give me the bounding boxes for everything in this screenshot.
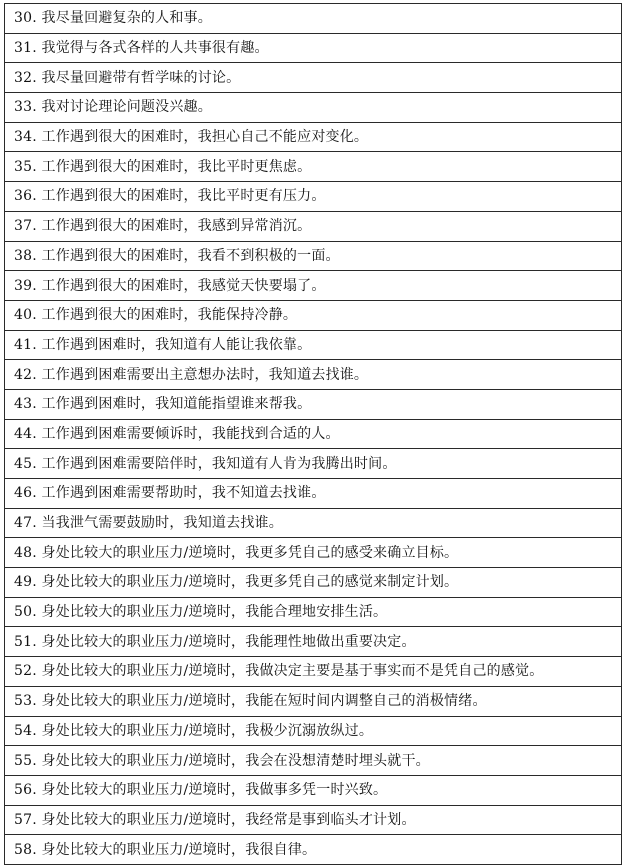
- table-row: [5, 686, 622, 716]
- item-number: 35.: [14, 158, 37, 175]
- item-number: 43.: [14, 396, 37, 413]
- item-text: 身处比较大的职业压力/逆境时，我更多凭自己的感觉来制定计划。: [41, 574, 459, 591]
- item-cell: [5, 4, 622, 34]
- table-row: [5, 597, 622, 627]
- item-text: 工作遇到很大的困难时，我感觉天快要塌了。: [41, 277, 326, 294]
- item-text: 身处比较大的职业压力/逆境时，我能理性地做出重要决定。: [41, 633, 416, 650]
- item-text: 工作遇到困难时，我知道有人能让我依靠。: [41, 336, 312, 353]
- item-number: 34.: [14, 129, 37, 146]
- item-text: 身处比较大的职业压力/逆境时，我很自律。: [41, 841, 317, 858]
- item-text: 我觉得与各式各样的人共事很有趣。: [41, 40, 269, 57]
- item-cell: [5, 449, 622, 479]
- item-number: 40.: [14, 307, 37, 324]
- item-cell: [5, 479, 622, 509]
- item-number: 36.: [14, 188, 37, 205]
- item-number: 55.: [14, 752, 37, 769]
- table-row: [5, 716, 622, 746]
- table-row: [5, 657, 622, 687]
- table-row: [5, 449, 622, 479]
- table-row: [5, 805, 622, 835]
- table-row: [5, 538, 622, 568]
- table-row: [5, 389, 622, 419]
- item-cell: [5, 419, 622, 449]
- table-row: [5, 63, 622, 93]
- item-cell: [5, 93, 622, 123]
- item-cell: [5, 568, 622, 598]
- item-text: 我尽量回避带有哲学味的讨论。: [41, 69, 241, 86]
- table-row: [5, 835, 622, 865]
- item-text: 身处比较大的职业压力/逆境时，我会在没想清楚时埋头就干。: [41, 752, 430, 769]
- item-cell: [5, 835, 622, 865]
- item-text: 工作遇到困难需要倾诉时，我能找到合适的人。: [41, 425, 340, 442]
- item-number: 39.: [14, 277, 37, 294]
- item-number: 56.: [14, 782, 37, 799]
- item-text: 我对讨论理论问题没兴趣。: [41, 99, 212, 116]
- item-cell: [5, 122, 622, 152]
- item-cell: [5, 241, 622, 271]
- item-cell: [5, 182, 622, 212]
- item-text: 身处比较大的职业压力/逆境时，我更多凭自己的感受来确立目标。: [41, 544, 459, 561]
- item-text: 工作遇到很大的困难时，我看不到积极的一面。: [41, 247, 340, 264]
- item-text: 身处比较大的职业压力/逆境时，我能合理地安排生活。: [41, 604, 388, 621]
- item-cell: [5, 63, 622, 93]
- item-cell: [5, 508, 622, 538]
- item-text: 身处比较大的职业压力/逆境时，我能在短时间内调整自己的消极情绪。: [41, 693, 487, 710]
- table-row: [5, 419, 622, 449]
- item-cell: [5, 716, 622, 746]
- item-number: 54.: [14, 722, 37, 739]
- item-number: 37.: [14, 218, 37, 235]
- item-text: 工作遇到很大的困难时，我担心自己不能应对变化。: [41, 129, 369, 146]
- item-cell: [5, 805, 622, 835]
- table-row: [5, 330, 622, 360]
- table-row: [5, 627, 622, 657]
- item-number: 53.: [14, 693, 37, 710]
- item-number: 49.: [14, 574, 37, 591]
- item-number: 30.: [14, 10, 37, 27]
- item-cell: [5, 627, 622, 657]
- item-number: 52.: [14, 663, 37, 680]
- item-text: 身处比较大的职业压力/逆境时，我做决定主要是基于事实而不是凭自己的感觉。: [41, 663, 544, 680]
- item-text: 身处比较大的职业压力/逆境时，我经常是事到临头才计划。: [41, 811, 416, 828]
- item-cell: [5, 746, 622, 776]
- table-row: [5, 182, 622, 212]
- item-cell: [5, 389, 622, 419]
- table-row: [5, 241, 622, 271]
- item-text: 工作遇到困难需要出主意想办法时，我知道去找谁。: [41, 366, 369, 383]
- item-text: 身处比较大的职业压力/逆境时，我极少沉溺放纵过。: [41, 722, 374, 739]
- item-text: 我尽量回避复杂的人和事。: [41, 10, 212, 27]
- item-text: 工作遇到很大的困难时，我比平时更焦虑。: [41, 158, 312, 175]
- table-row: [5, 152, 622, 182]
- item-cell: [5, 211, 622, 241]
- questionnaire-table: [4, 3, 622, 865]
- item-cell: [5, 657, 622, 687]
- item-text: 工作遇到困难时，我知道能指望谁来帮我。: [41, 396, 312, 413]
- item-number: 48.: [14, 544, 37, 561]
- item-text: 工作遇到很大的困难时，我感到异常消沉。: [41, 218, 312, 235]
- item-number: 31.: [14, 40, 37, 57]
- item-number: 38.: [14, 247, 37, 264]
- item-number: 47.: [14, 515, 37, 532]
- item-cell: [5, 775, 622, 805]
- table-row: [5, 4, 622, 34]
- item-cell: [5, 538, 622, 568]
- table-row: [5, 568, 622, 598]
- table-row: [5, 122, 622, 152]
- item-number: 33.: [14, 99, 37, 116]
- item-cell: [5, 597, 622, 627]
- table-row: [5, 33, 622, 63]
- item-text: 当我泄气需要鼓励时，我知道去找谁。: [41, 515, 283, 532]
- table-row: [5, 479, 622, 509]
- item-cell: [5, 33, 622, 63]
- table-row: [5, 211, 622, 241]
- item-cell: [5, 300, 622, 330]
- table-row: [5, 300, 622, 330]
- item-text: 工作遇到很大的困难时，我能保持冷静。: [41, 307, 298, 324]
- table-row: [5, 93, 622, 123]
- item-number: 58.: [14, 841, 37, 858]
- item-text: 身处比较大的职业压力/逆境时，我做事多凭一时兴致。: [41, 782, 388, 799]
- table-row: [5, 508, 622, 538]
- item-number: 45.: [14, 455, 37, 472]
- item-cell: [5, 152, 622, 182]
- table-row: [5, 775, 622, 805]
- table-row: [5, 271, 622, 301]
- item-cell: [5, 330, 622, 360]
- item-number: 41.: [14, 336, 37, 353]
- item-cell: [5, 360, 622, 390]
- table-row: [5, 360, 622, 390]
- item-number: 46.: [14, 485, 37, 502]
- item-text: 工作遇到困难需要帮助时，我不知道去找谁。: [41, 485, 326, 502]
- item-number: 44.: [14, 425, 37, 442]
- item-text: 工作遇到很大的困难时，我比平时更有压力。: [41, 188, 326, 205]
- item-number: 57.: [14, 811, 37, 828]
- item-cell: [5, 686, 622, 716]
- item-text: 工作遇到困难需要陪伴时，我知道有人肯为我腾出时间。: [41, 455, 397, 472]
- item-cell: [5, 271, 622, 301]
- table-row: [5, 746, 622, 776]
- item-number: 51.: [14, 633, 37, 650]
- item-number: 50.: [14, 604, 37, 621]
- item-number: 42.: [14, 366, 37, 383]
- item-number: 32.: [14, 69, 37, 86]
